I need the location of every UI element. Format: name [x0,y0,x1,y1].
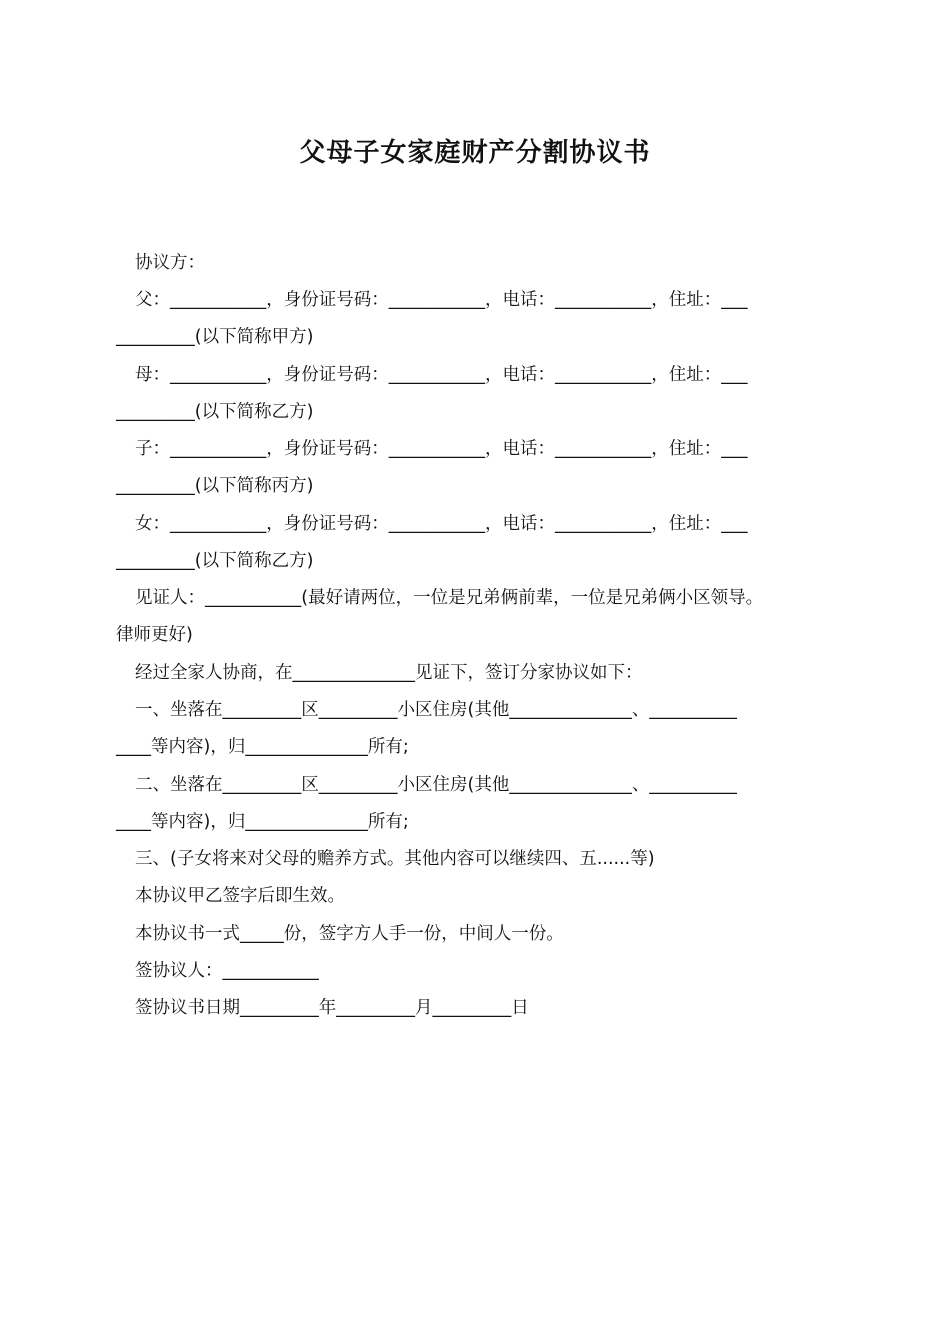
text-line-parties: 协议方： [135,253,205,273]
text-line-father: 父：___________，身份证号码：___________，电话：___________，住址：___ [135,290,748,310]
text-line-effective: 本协议甲乙签字后即生效。 [135,886,345,906]
text-line-clause-3: 三、(子女将来对父母的赡养方式。其他内容可以继续四、五......等) [135,849,655,869]
text-line-daughter: 女：___________，身份证号码：___________，电话：___________，住址：___ [135,514,748,534]
text-line-agreement-intro: 经过全家人协商，在______________见证下，签订分家协议如下： [135,663,643,683]
text-line-copies: 本协议书一式_____份，签字方人手一份，中间人一份。 [135,924,564,944]
text-line-witness-cont: 律师更好) [116,625,193,645]
text-line-son: 子：___________，身份证号码：___________，电话：___________，住址：___ [135,439,748,459]
text-line-signatory: 签协议人：___________ [135,961,319,981]
text-line-clause-2: 二、坐落在_________区_________小区住房(其他______________、__________ [135,775,737,795]
text-line-mother: 母：___________，身份证号码：___________，电话：___________，住址：___ [135,365,748,385]
document-title: 父母子女家庭财产分割协议书 [299,138,651,168]
text-line-clause-1-cont: ____等内容)，归______________所有; [116,737,409,757]
text-line-son-cont: _________(以下简称丙方) [116,476,314,496]
text-line-clause-2-cont: ____等内容)，归______________所有; [116,812,409,832]
text-line-father-cont: _________(以下简称甲方) [116,327,314,347]
text-line-sign-date: 签协议书日期_________年_________月_________日 [135,998,529,1018]
text-line-witness: 见证人：___________(最好请两位，一位是兄弟俩前辈，一位是兄弟俩小区领导。 [135,588,764,608]
text-line-clause-1: 一、坐落在_________区_________小区住房(其他______________、__________ [135,700,737,720]
text-line-daughter-cont: _________(以下简称乙方) [116,551,314,571]
text-line-mother-cont: _________(以下简称乙方) [116,402,314,422]
